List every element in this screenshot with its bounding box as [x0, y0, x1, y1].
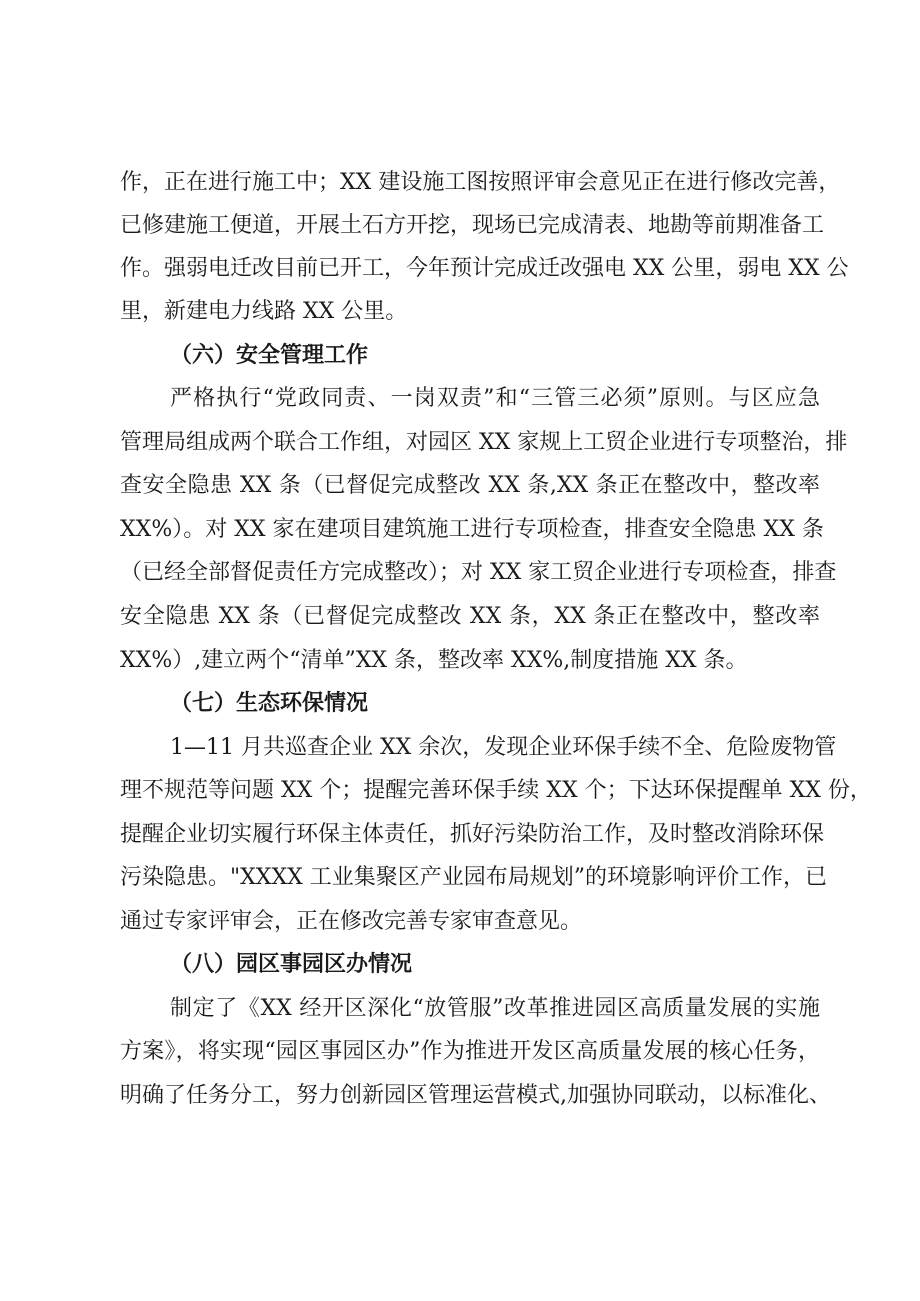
section-heading-environment: （七）生态环保情况 — [170, 691, 369, 716]
paragraph-line: XX%）,建立两个“清单”XX 条，整改率 XX%,制度措施 XX 条。 — [120, 648, 748, 673]
paragraph-line: 1—11 月共巡查企业 XX 余次，发现企业环保手续不全、危险废物管 — [170, 735, 837, 760]
paragraph-line: 里，新建电力线路 XX 公里。 — [120, 299, 408, 324]
paragraph-line: 提醒企业切实履行环保主体责任，抓好污染防治工作，及时整改消除环保 — [120, 822, 825, 847]
paragraph-line: 查安全隐患 XX 条（已督促完成整改 XX 条,XX 条正在整改中，整改率 — [120, 473, 820, 498]
paragraph-line: 作。强弱电迁改目前已开工，今年预计完成迁改强电 XX 公里，弱电 XX 公 — [120, 256, 849, 281]
paragraph-line: （已经全部督促责任方完成整改）；对 XX 家工贸企业进行专项检查，排查 — [120, 560, 837, 585]
section-heading-safety: （六）安全管理工作 — [170, 343, 369, 368]
paragraph-line: 方案》，将实现“园区事园区办”作为推进开发区高质量发展的核心任务， — [120, 1039, 820, 1064]
paragraph-line: 严格执行“党政同责、一岗双责”和“三管三必须”原则。与区应急 — [170, 386, 820, 411]
paragraph-line: 通过专家评审会，正在修改完善专家审查意见。 — [120, 909, 583, 934]
paragraph-line: XX%）。对 XX 家在建项目建筑施工进行专项检查，排查安全隐患 XX 条 — [120, 517, 824, 542]
paragraph-line: 安全隐患 XX 条（已督促完成整改 XX 条，XX 条正在整改中，整改率 — [120, 604, 820, 629]
paragraph-line: 明确了任务分工，努力创新园区管理运营模式,加强协同联动，以标准化、 — [120, 1083, 831, 1108]
paragraph-line: 制定了《XX 经开区深化“放管服”改革推进园区高质量发展的实施 — [170, 996, 820, 1021]
paragraph-line: 污染隐患。"XXXX 工业集聚区产业园布局规划”的环境影响评价工作，已 — [120, 865, 828, 890]
paragraph-line: 已修建施工便道，开展土石方开挖，现场已完成清表、地勘等前期准备工 — [120, 213, 825, 238]
paragraph-line: 理不规范等问题 XX 个；提醒完善环保手续 XX 个；下达环保提醒单 XX 份， — [120, 778, 872, 803]
paragraph-line: 作，正在进行施工中；XX 建设施工图按照评审会意见正在进行修改完善， — [120, 170, 841, 195]
section-heading-park-affairs: （八）园区事园区办情况 — [170, 952, 413, 977]
paragraph-line: 管理局组成两个联合工作组，对园区 XX 家规上工贸企业进行专项整治，排 — [120, 430, 848, 455]
